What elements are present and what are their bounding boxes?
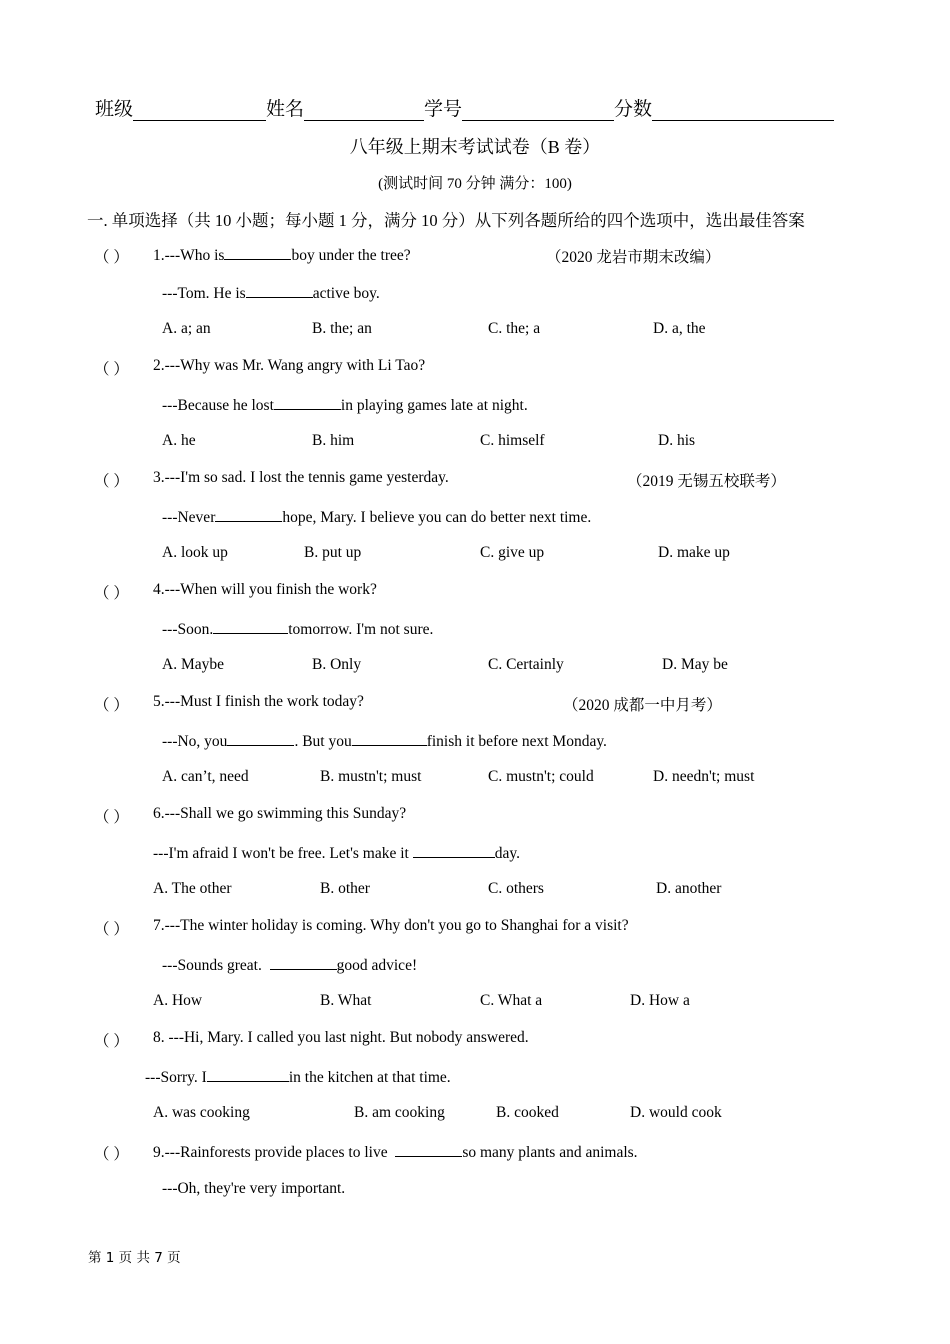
blank xyxy=(227,731,294,746)
question-3: 3.---I'm so sad. I lost the tennis game yesterday. xyxy=(153,469,449,486)
exam-subtitle: (测试时间 70 分钟 满分：100) xyxy=(378,176,572,192)
answer-paren[interactable]: （ ） xyxy=(94,921,129,938)
blank xyxy=(352,731,427,746)
option-a: A. How xyxy=(153,992,203,1009)
question-6: 6.---Shall we go swimming this Sunday? xyxy=(153,805,407,822)
question-source: （2020 成都一中月考） xyxy=(563,697,722,714)
option-c: C. himself xyxy=(480,432,545,449)
question-9: 9.---Rainforests provide places to live so many plants and animals. xyxy=(153,1144,638,1161)
option-b: B. am cooking xyxy=(354,1104,445,1121)
option-d: D. make up xyxy=(658,544,730,561)
answer-paren[interactable]: （ ） xyxy=(94,249,129,266)
blank xyxy=(215,507,282,522)
student-id-blank[interactable] xyxy=(462,100,614,121)
option-a: A. a; an xyxy=(162,320,211,337)
option-d: D. a, the xyxy=(653,320,706,337)
option-b: B. What xyxy=(320,992,372,1009)
question-7-response: ---Sounds great. good advice! xyxy=(162,957,418,974)
option-c: B. cooked xyxy=(496,1104,559,1121)
option-d: D. would cook xyxy=(630,1104,722,1121)
question-9-response: ---Oh, they're very important. xyxy=(162,1180,346,1197)
option-d: D. his xyxy=(658,432,696,449)
option-b: B. put up xyxy=(304,544,362,561)
option-a: A. was cooking xyxy=(153,1104,250,1121)
question-8: 8. ---Hi, Mary. I called you last night. But nobody answered. xyxy=(153,1029,529,1046)
option-c: C. others xyxy=(488,880,544,897)
question-2: 2.---Why was Mr. Wang angry with Li Tao? xyxy=(153,357,426,374)
exam-title: 八年级上期末考试试卷（B 卷） xyxy=(349,137,601,157)
name-label: 姓名 xyxy=(266,99,305,120)
section-title: 一. 单项选择（共 10 小题；每小题 1 分，满分 10 分）从下列各题所给的四个选项中，选出最佳答案 xyxy=(87,211,805,230)
class-blank[interactable] xyxy=(133,100,266,121)
blank xyxy=(224,245,291,260)
blank xyxy=(274,395,341,410)
blank xyxy=(213,619,288,634)
question-2-response: ---Because he lost in playing games late at night. xyxy=(162,397,528,414)
answer-paren[interactable]: （ ） xyxy=(94,585,129,602)
answer-paren[interactable]: （ ） xyxy=(94,697,129,714)
option-a: A. Maybe xyxy=(162,656,224,673)
answer-paren[interactable]: （ ） xyxy=(94,361,129,378)
question-source: （2019 无锡五校联考） xyxy=(627,473,786,490)
answer-paren[interactable]: （ ） xyxy=(94,809,129,826)
question-6-response: ---I'm afraid I won't be free. Let's make it day. xyxy=(153,845,520,862)
score-label: 分数 xyxy=(614,99,653,120)
option-a: A. can’t, need xyxy=(162,768,249,785)
question-1: 1.---Who is boy under the tree? xyxy=(153,247,411,264)
option-d: D. another xyxy=(656,880,722,897)
blank xyxy=(246,283,313,298)
class-label: 班级 xyxy=(95,99,134,120)
answer-paren[interactable]: （ ） xyxy=(94,473,129,490)
option-d: D. How a xyxy=(630,992,690,1009)
option-c: C. mustn't; could xyxy=(488,768,594,785)
question-4: 4.---When will you finish the work? xyxy=(153,581,377,598)
question-8-response: ---Sorry. I in the kitchen at that time. xyxy=(145,1069,451,1086)
option-b: B. him xyxy=(312,432,355,449)
blank xyxy=(270,955,337,970)
option-d: D. May be xyxy=(662,656,728,673)
page-footer: 第 1 页 共 7 页 xyxy=(88,1250,181,1266)
question-7: 7.---The winter holiday is coming. Why don't you go to Shanghai for a visit? xyxy=(153,917,629,934)
blank xyxy=(207,1067,289,1082)
option-d: D. needn't; must xyxy=(653,768,755,785)
question-5-response: ---No, you . But you finish it before next Monday. xyxy=(162,733,607,750)
answer-paren[interactable]: （ ） xyxy=(94,1146,129,1163)
option-a: A. The other xyxy=(153,880,232,897)
option-c: C. What a xyxy=(480,992,543,1009)
question-5: 5.---Must I finish the work today? xyxy=(153,693,364,710)
question-source: （2020 龙岩市期末改编） xyxy=(546,249,721,266)
option-b: B. the; an xyxy=(312,320,372,337)
option-b: B. Only xyxy=(312,656,362,673)
answer-paren[interactable]: （ ） xyxy=(94,1033,129,1050)
student-info-row xyxy=(95,94,834,121)
question-3-response: ---Never hope, Mary. I believe you can do better next time. xyxy=(162,509,592,526)
student-id-label: 学号 xyxy=(424,99,463,120)
blank xyxy=(395,1142,462,1157)
question-4-response: ---Soon. tomorrow. I'm not sure. xyxy=(162,621,434,638)
name-blank[interactable] xyxy=(304,100,424,121)
blank xyxy=(413,843,495,858)
option-b: B. other xyxy=(320,880,370,897)
option-c: C. give up xyxy=(480,544,545,561)
option-a: A. he xyxy=(162,432,196,449)
option-a: A. look up xyxy=(162,544,228,561)
option-c: C. the; a xyxy=(488,320,541,337)
question-1-response: ---Tom. He is active boy. xyxy=(162,285,380,302)
option-b: B. mustn't; must xyxy=(320,768,422,785)
option-c: C. Certainly xyxy=(488,656,564,673)
score-blank[interactable] xyxy=(652,100,834,121)
